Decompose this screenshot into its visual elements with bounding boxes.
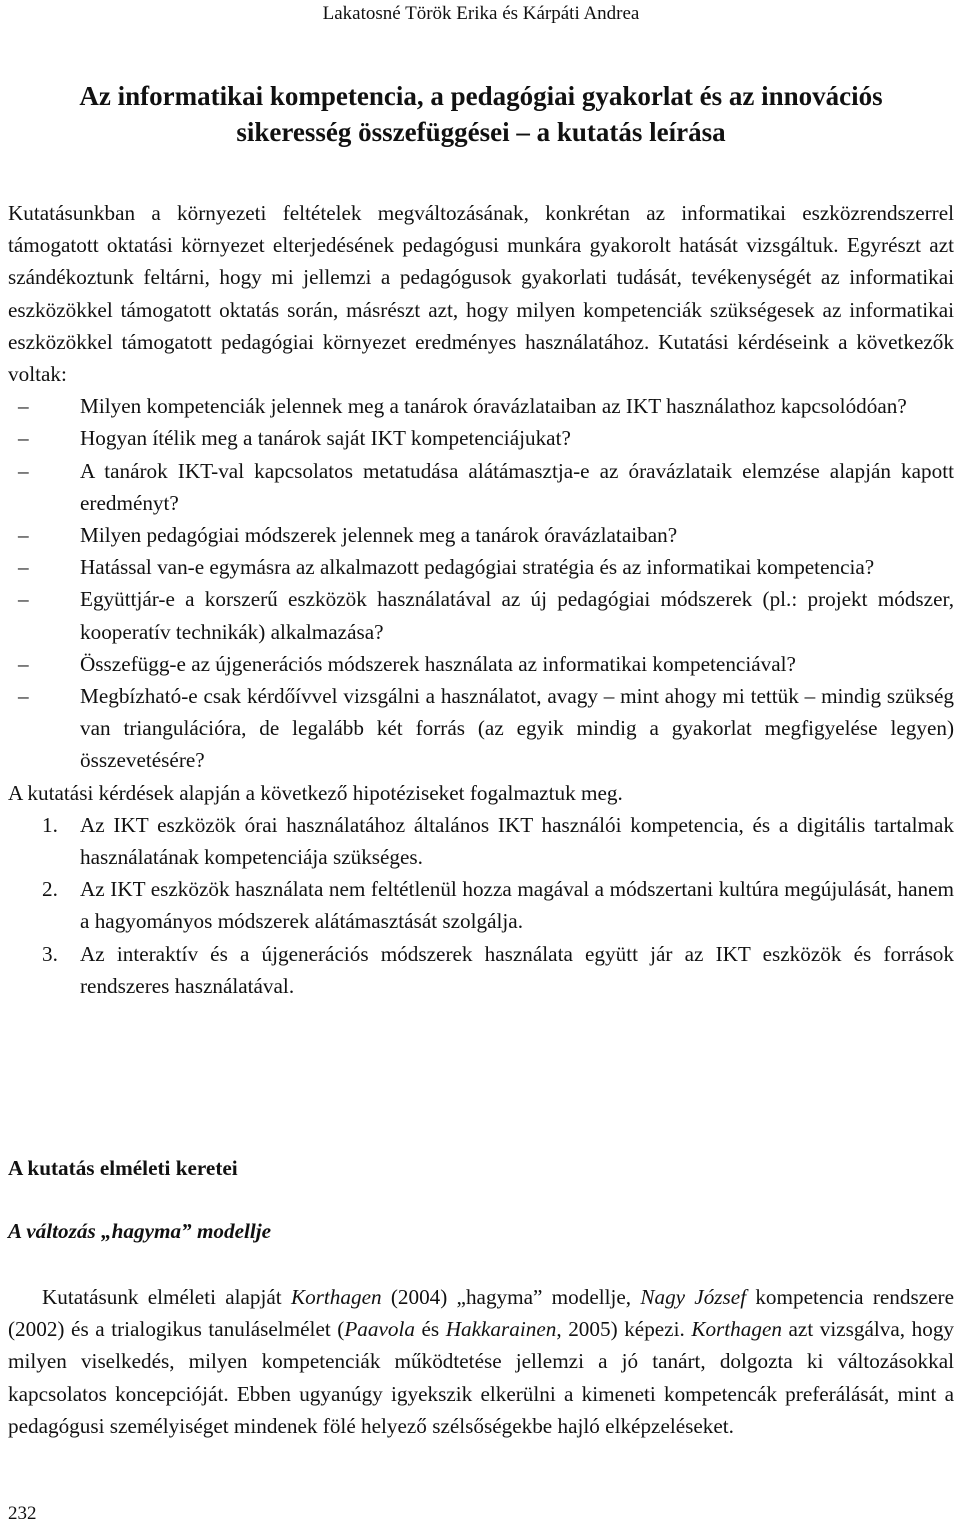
list-item <box>8 519 954 551</box>
author-name: Korthagen <box>691 1317 782 1342</box>
article-title <box>8 78 954 150</box>
hypotheses-list <box>8 809 954 1002</box>
question-text: A tanárok IKT-val kapcsolatos metatudása alátámasztja-e az óravázlataik elemzése alapján kapott eredményt? <box>80 458 954 515</box>
list-item <box>8 390 954 422</box>
author-name: Korthagen <box>290 1285 382 1309</box>
list-item <box>8 680 954 777</box>
section-heading: A kutatás elméleti keretei <box>8 1156 238 1180</box>
dash-bullet: – <box>18 555 29 580</box>
list-item <box>8 455 954 519</box>
list-item <box>8 809 954 873</box>
subsection-heading: A változás „hagyma” modellje <box>8 1219 272 1243</box>
dash-bullet: – <box>18 587 29 612</box>
question-text: Hatással van-e egymásra az alkalmazott pedagógiai stratégia és az informatikai kompetencia? <box>80 555 875 580</box>
question-text: Hogyan ítélik meg a tanárok saját IKT kompetenciájukat? <box>80 426 571 451</box>
body-block <box>8 197 954 1002</box>
hypothesis-text: Az IKT eszközök használata nem feltétlenül hozza magával a módszertani kultúra megújulását, hanem a hagyományos módszerek alátámasztását szolgálja. <box>80 877 954 934</box>
running-head: Lakatosné Török Erika és Kárpáti Andrea <box>322 3 640 24</box>
text-run: (2004) „hagyma” modellje, <box>381 1285 641 1309</box>
question-text: Milyen kompetenciák jelennek meg a tanárok óravázlataiban az IKT használathoz kapcsolódóan? <box>80 394 907 419</box>
theory-paragraph <box>8 1281 954 1442</box>
hypothesis-text: Az interaktív és a újgenerációs módszerek használata együtt jár az IKT eszközök és források rendszeres használatával. <box>80 941 954 998</box>
list-item <box>8 873 954 937</box>
question-text: Milyen pedagógiai módszerek jelennek meg a tanárok óravázlataiban? <box>80 523 678 548</box>
author-name: Hakkarainen <box>445 1317 557 1342</box>
hypotheses-intro: A kutatási kérdések alapján a következő hipotéziseket fogalmaztuk meg. <box>8 780 623 805</box>
dash-bullet: – <box>18 394 29 419</box>
intro-paragraph: Kutatásunkban a környezeti feltételek megváltozásának, konkrétan az informatikai eszközrendszerrel támogatott oktatási környezet elterjedésének pedagógusi munkára gyakorolt hatását vizsgáltuk. Egyrészt azt szándékoztunk feltárni, hogy mi jellemzi a pedagógusok gyakorlati tudását, tevékenységét az informatikai eszközökkel támogatott oktatás során, másrészt azt, hogy milyen kompetenciák szükségesek az informatikai eszközökkel támogatott pedagógiai környezet eredményes használatához. Kutatási kérdéseink a következők voltak: <box>8 201 954 387</box>
title-line-1: Az informatikai kompetencia, a pedagógiai gyakorlat és az innovációs <box>79 81 883 111</box>
text-run: és <box>414 1317 446 1342</box>
page-number: 232 <box>8 1503 37 1524</box>
list-item <box>8 648 954 680</box>
text-run: Kutatásunk elméleti alapját <box>42 1285 291 1309</box>
text-run: kompetencia rendszere (2002) és a trialogikus tanuláselmélet ( <box>8 1285 954 1342</box>
hypothesis-number: 2. <box>42 877 58 902</box>
text-run: , 2005) képezi. <box>556 1317 692 1342</box>
hypothesis-text: Az IKT eszközök órai használatához általános IKT használói kompetencia, és a digitális tartalmak használatának kompetenciája szükséges. <box>80 812 954 870</box>
dash-bullet: – <box>18 458 29 483</box>
dash-bullet: – <box>18 426 29 451</box>
hypothesis-number: 3. <box>42 941 58 966</box>
title-line-2: sikeresség összefüggései – a kutatás leírása <box>236 117 726 147</box>
dash-bullet: – <box>18 684 29 709</box>
list-item <box>8 422 954 454</box>
dash-bullet: – <box>18 651 29 676</box>
author-name: Nagy József <box>640 1285 747 1309</box>
hypothesis-number: 1. <box>42 812 58 837</box>
list-item <box>8 938 954 1002</box>
research-questions-list <box>8 390 954 776</box>
question-text: Megbízható-e csak kérdőívvel vizsgálni a használatot, avagy – mint ahogy mi tettük – mindig szükség van triangulációra, de legalább két forrás (az egyik mindig a gyakorlat megfigyelése legyen) összevetésére? <box>80 684 954 773</box>
question-text: Együttjár-e a korszerű eszközök használatával az új pedagógiai módszerek (pl.: projekt módszer, kooperatív technikák) alkalmazása? <box>80 587 954 644</box>
list-item <box>8 551 954 583</box>
text-run: azt vizsgálva, hogy milyen viselkedés, milyen kompetenciák működtetése jellemzi a jó tanárt, dolgozta ki változásokkal kapcsolatos koncepcióját. Ebben ugyanúgy igyekszik elkerülni a kimeneti kompetencák preferálását, mint a pedagógusi személyiséget mindenek fölé helyező szélsőségekbe hajló elképzeléseket. <box>8 1317 955 1438</box>
dash-bullet: – <box>18 523 29 548</box>
question-text: Összefügg-e az újgenerációs módszerek használata az informatikai kompetenciával? <box>80 651 796 676</box>
list-item <box>8 583 954 647</box>
author-name: Paavola <box>344 1317 415 1342</box>
